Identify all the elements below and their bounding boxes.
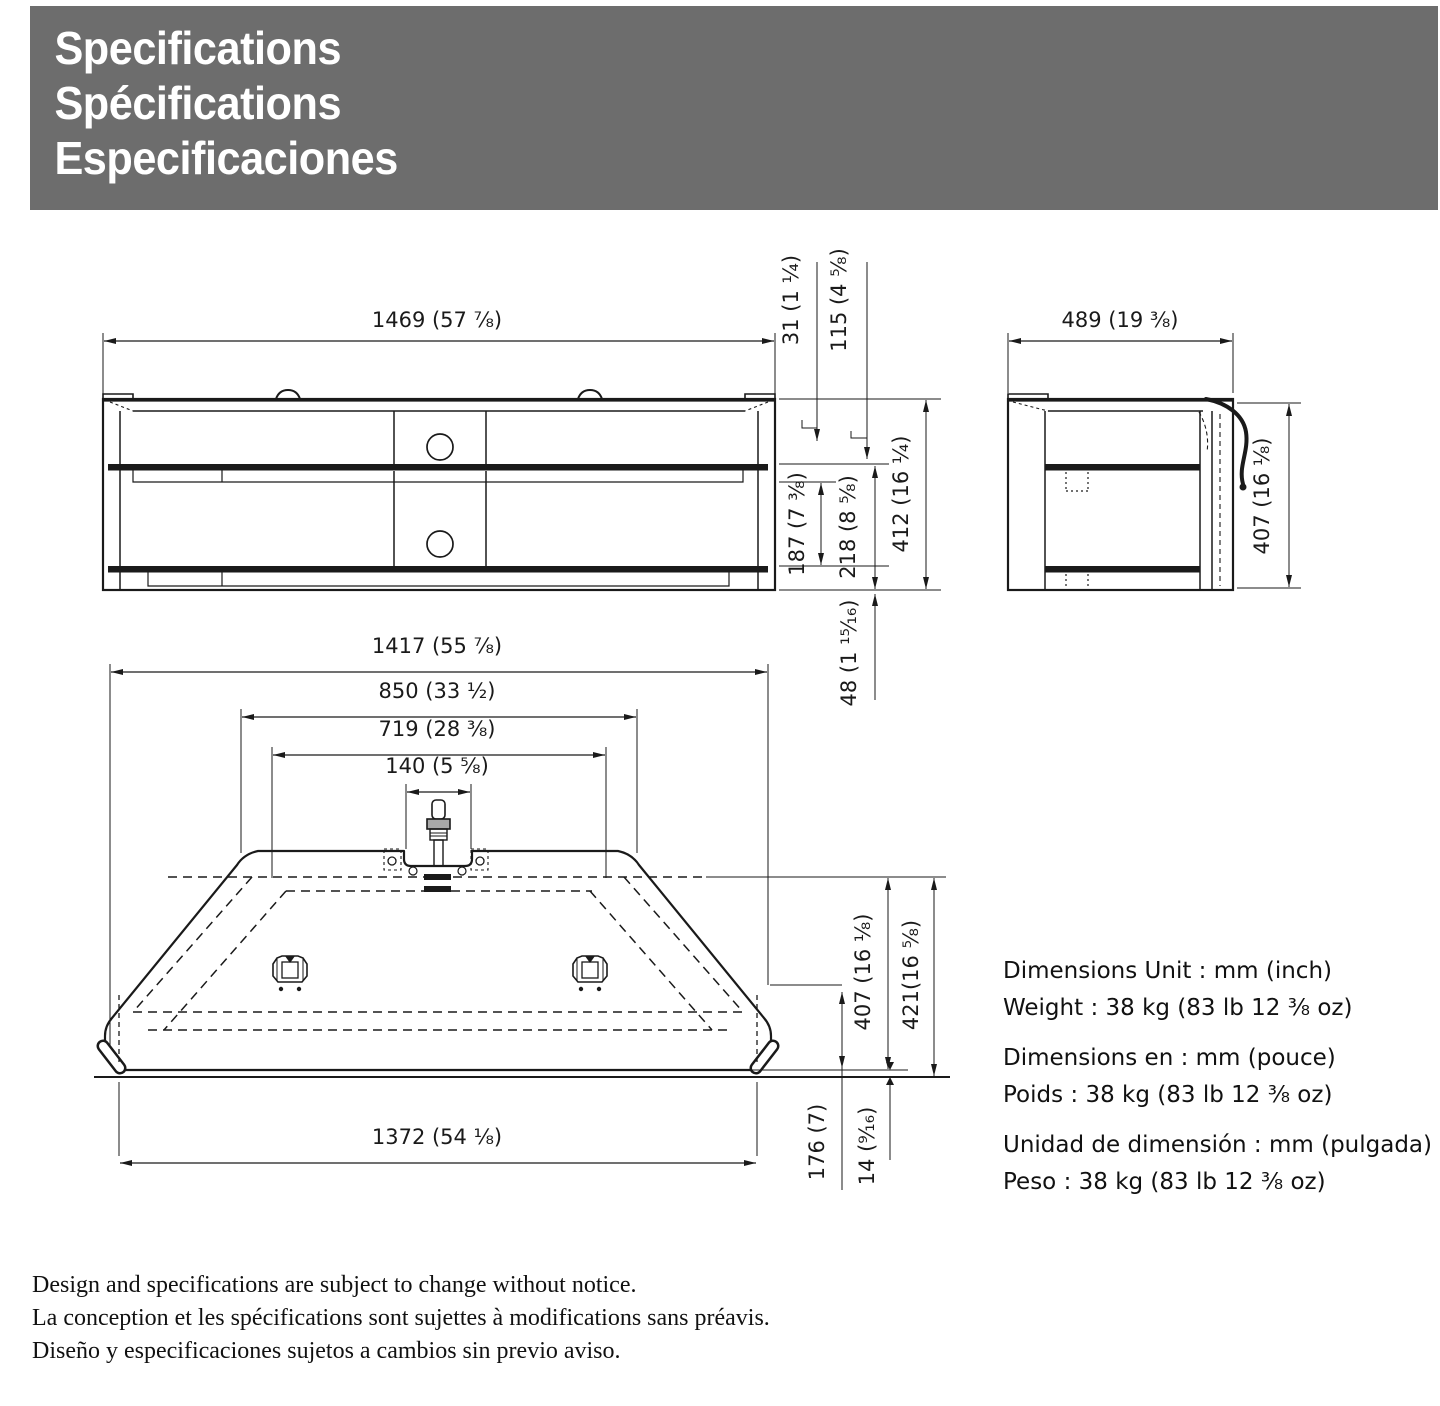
footer-note-en: Design and specifications are subject to change without notice. <box>32 1272 637 1298</box>
knob-right <box>573 956 607 991</box>
pv-base-width-label: 1372 (54 ¹⁄₈) <box>371 1125 503 1149</box>
footer-note-fr: La conception et les spécifications sont sujettes à modifications sans préavis. <box>32 1305 770 1331</box>
sv-depth-label: 489 (19 ³⁄₈) <box>1061 308 1179 332</box>
info-es-unit: Unidad de dimensión : mm (pulgada) <box>1003 1132 1433 1158</box>
pv-overall-depth-label: 421(16 ⁵⁄₈) <box>899 919 923 1031</box>
top-view-drawing <box>94 634 950 1190</box>
fv-base-gap-label: 48 (1 ¹⁵⁄₁₆) <box>837 599 861 707</box>
pv-overall-width-label: 1417 (55 ⁷⁄₈) <box>371 634 503 658</box>
fv-height-label: 412 (16 ¹⁄₄) <box>889 435 913 553</box>
fv-top-offset-label: 115 (4 ⁵⁄₈) <box>827 248 851 352</box>
mount-bolt <box>427 800 450 866</box>
front-view-drawing <box>103 248 941 706</box>
info-es-weight: Peso : 38 kg (83 lb 12 ³⁄₈ oz) <box>1003 1169 1326 1195</box>
side-view-drawing <box>1008 308 1301 590</box>
info-block <box>1003 953 1432 1214</box>
page-title-fr: Spécifications <box>54 77 342 129</box>
info-en <box>1003 953 1432 1027</box>
fv-lower-height-label: 218 (8 ⁵⁄₈) <box>836 475 860 579</box>
page-title-en: Specifications <box>54 22 342 74</box>
fv-top-thickness-label: 31 (1 ¹⁄₄) <box>779 254 803 346</box>
info-fr-unit: Dimensions en : mm (pouce) <box>1003 1045 1336 1071</box>
info-en-weight: Weight : 38 kg (83 lb 12 ³⁄₈ oz) <box>1003 995 1353 1021</box>
info-es <box>1003 1127 1432 1201</box>
pv-foot-height-label: 14 (⁹⁄₁₆) <box>855 1106 879 1186</box>
pv-inner-width-label: 719 (28 ³⁄₈) <box>378 717 496 741</box>
info-fr-weight: Poids : 38 kg (83 lb 12 ³⁄₈ oz) <box>1003 1082 1333 1108</box>
footer-note-es: Diseño y especificaciones sujetos a cambios sin previo aviso. <box>32 1338 621 1364</box>
knob-left <box>273 956 307 991</box>
info-en-unit: Dimensions Unit : mm (inch) <box>1003 958 1332 984</box>
footer-notes <box>32 1269 770 1368</box>
pv-plate-width-label: 850 (33 ¹⁄₂) <box>378 679 496 703</box>
info-fr <box>1003 1040 1432 1114</box>
pv-depth-label: 407 (16 ¹⁄₈) <box>851 913 875 1031</box>
pv-foot-inset-label: 176 (7) <box>805 1103 829 1181</box>
fv-width-label: 1469 (57 ⁷⁄₈) <box>371 308 503 332</box>
pv-bracket-width-label: 140 (5 ⁵⁄₈) <box>385 754 489 778</box>
fv-shelf-gap-label: 187 (7 ³⁄₈) <box>785 472 809 576</box>
page-title-es: Especificaciones <box>54 132 398 184</box>
sv-height-label: 407 (16 ¹⁄₈) <box>1250 437 1274 555</box>
